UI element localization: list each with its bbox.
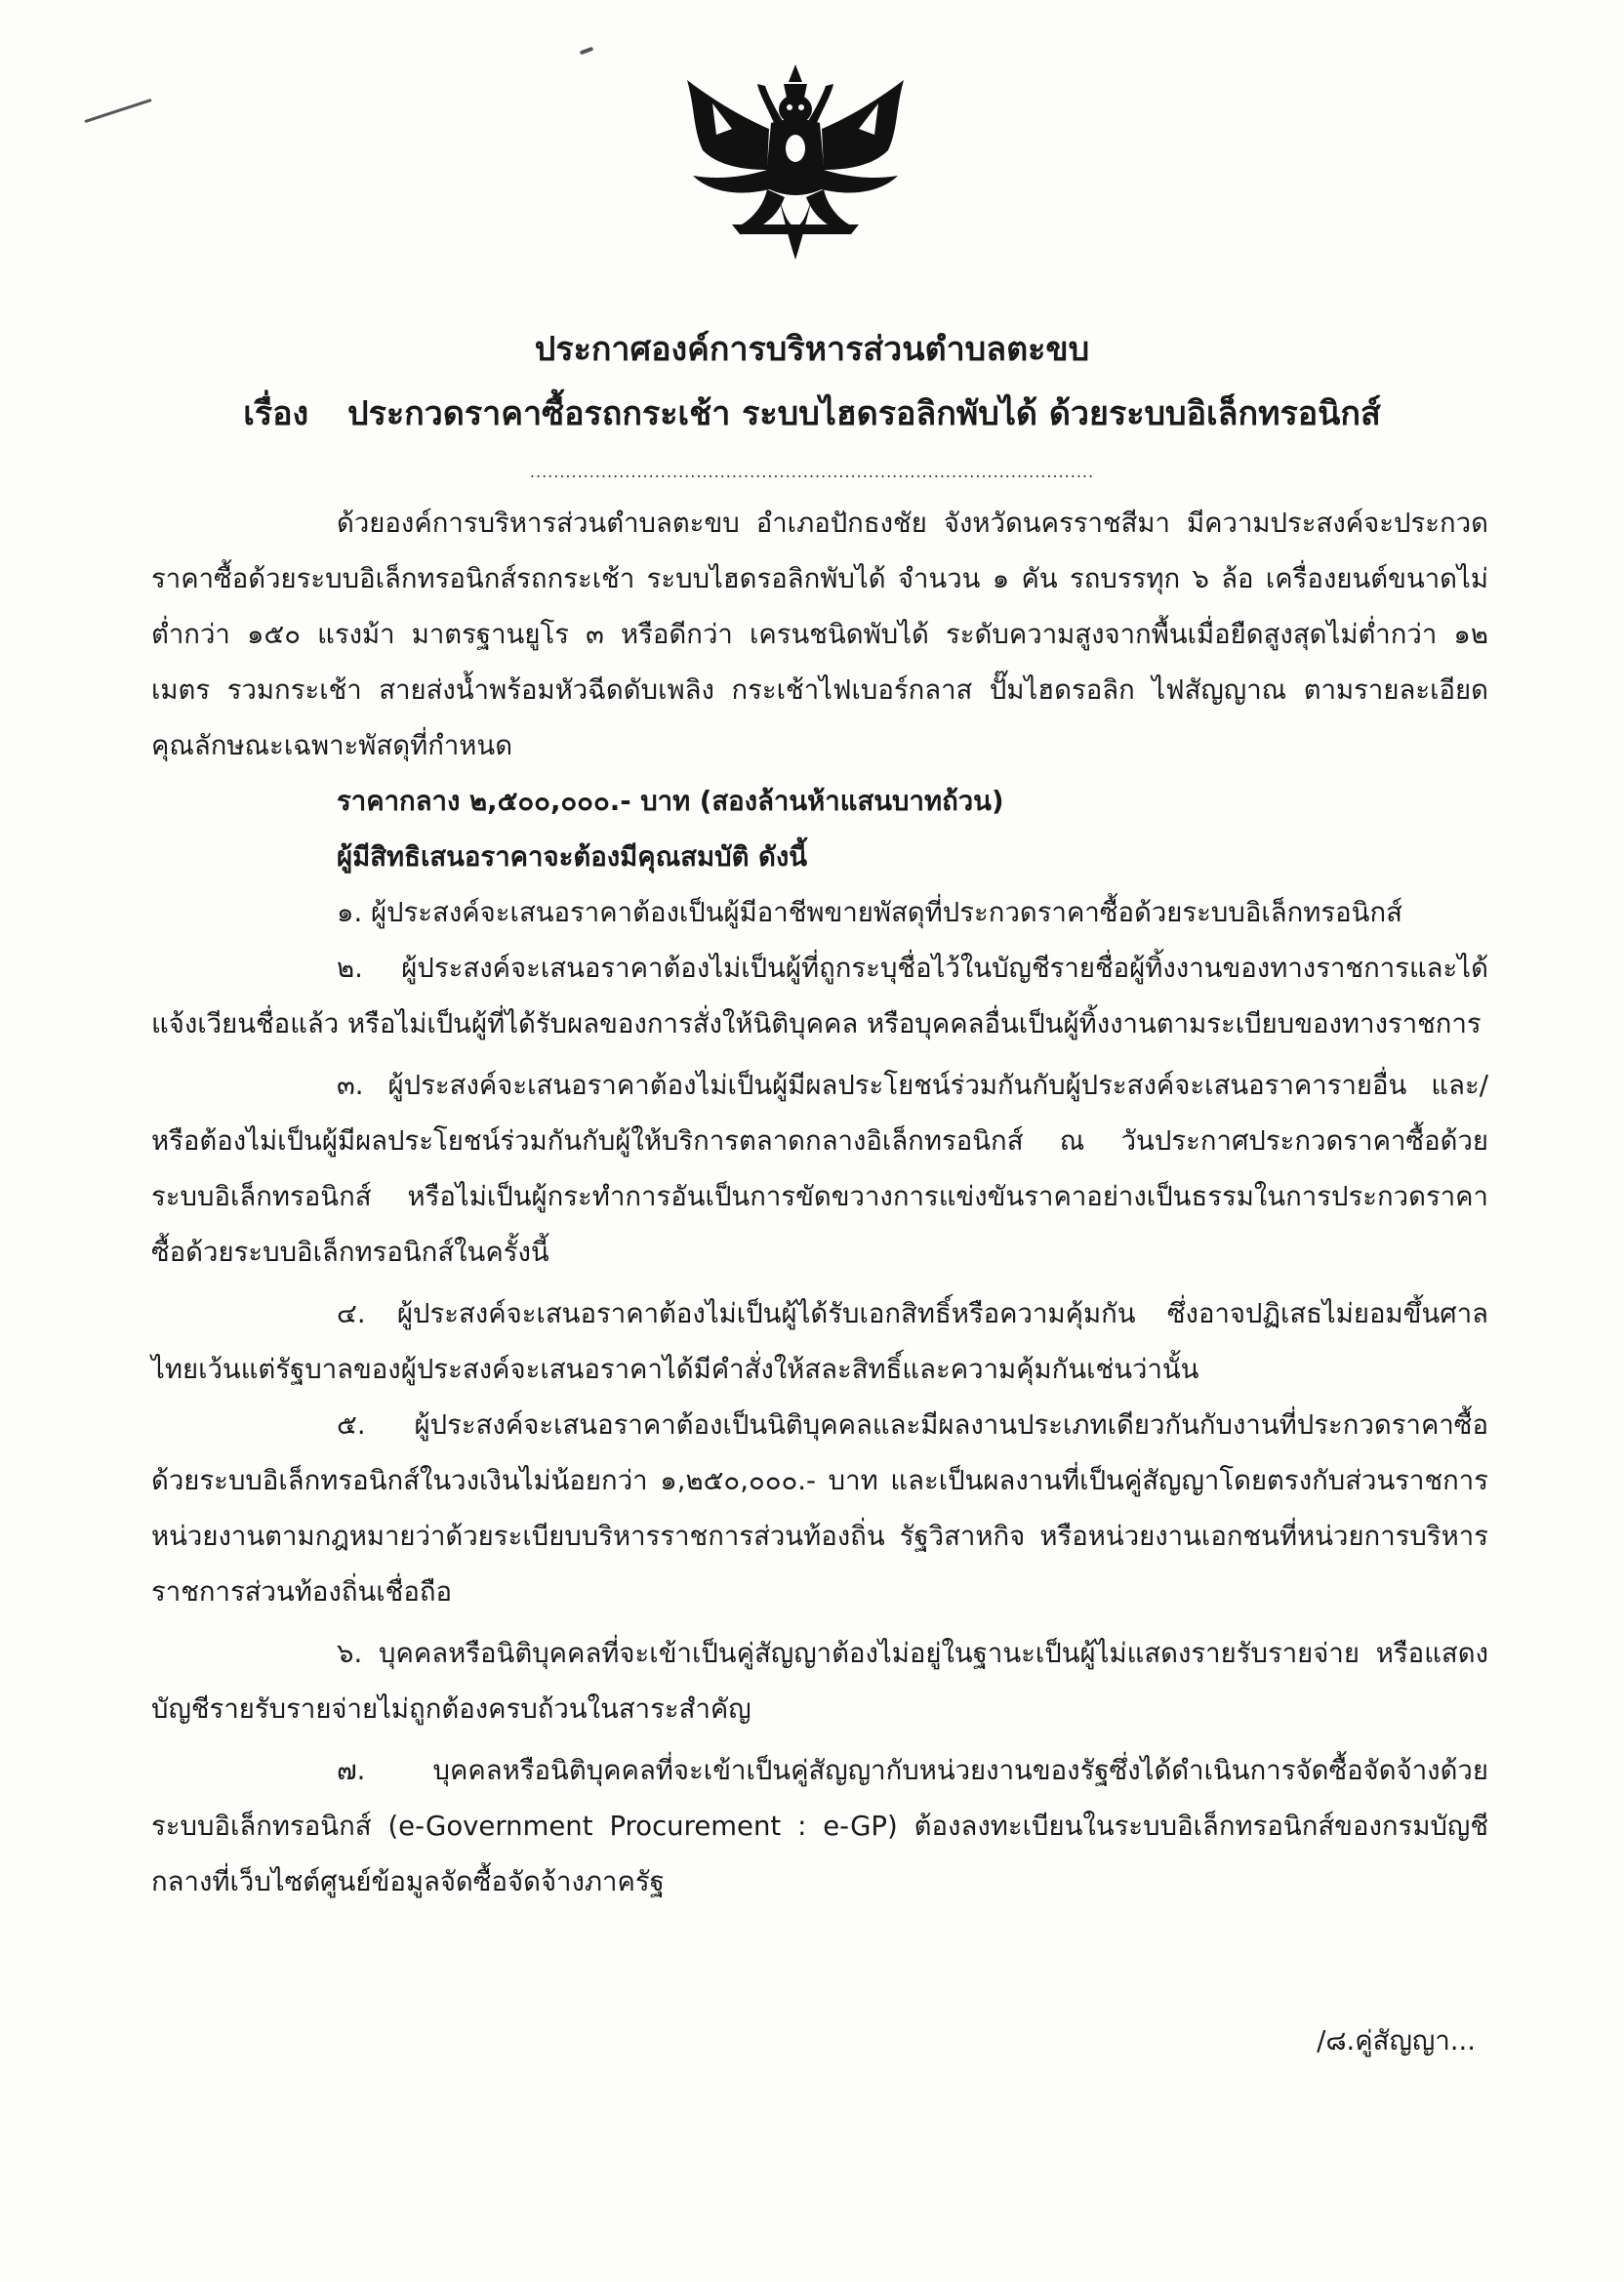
- qualification-item-7: ๗. บุคคลหรือนิติบุคคลที่จะเข้าเป็นคู่สัญญากับหน่วยงานของรัฐซึ่งได้ดำเนินการจัดซื้อจัดจ้างด้วยระบบอิเล็กทรอนิกส์ (e-Government Procurement : e-GP) ต้องลงทะเบียนในระบบอิเล็กทรอนิกส์ของกรมบัญชีกลางที่เว็บไซต์ศูนย์ข้อมูลจัดซื้อจัดจ้างภาครัฐ: [151, 1755, 1488, 1897]
- document-subject: [0, 387, 1624, 439]
- scan-mark-small: [580, 47, 594, 56]
- document-body: [151, 496, 1488, 1910]
- qualification-item-5: ๕. ผู้ประสงค์จะเสนอราคาต้องเป็นนิติบุคคลและมีผลงานประเภทเดียวกันกับงานที่ประกวดราคาซื้อด้วยระบบอิเล็กทรอนิกส์ในวงเงินไม่น้อยกว่า ๑,๒๕๐,๐๐๐.- บาท และเป็นผลงานที่เป็นคู่สัญญาโดยตรงกับส่วนราชการ หน่วยงานตามกฎหมายว่าด้วยระเบียบบริหารราชการส่วนท้องถิ่น รัฐวิสาหกิจ หรือหน่วยงานเอกชนที่หน่วยการบริหารราชการส่วนท้องถิ่นเชื่อถือ: [151, 1409, 1488, 1608]
- qualification-item-3: ๓. ผู้ประสงค์จะเสนอราคาต้องไม่เป็นผู้มีผลประโยชน์ร่วมกันกับผู้ประสงค์จะเสนอราคารายอื่น และ/หรือต้องไม่เป็นผู้มีผลประโยชน์ร่วมกันกับผู้ให้บริการตลาดกลางอิเล็กทรอนิกส์ ณ วันประกาศประกวดราคาซื้อด้วยระบบอิเล็กทรอนิกส์ หรือไม่เป็นผู้กระทำการอันเป็นการขัดขวางการแข่งขันราคาอย่างเป็นธรรมในการประกวดราคาซื้อด้วยระบบอิเล็กทรอนิกส์ในครั้งนี้: [151, 1070, 1488, 1268]
- qualification-item-4: ๔. ผู้ประสงค์จะเสนอราคาต้องไม่เป็นผู้ได้รับเอกสิทธิ์หรือความคุ้มกัน ซึ่งอาจปฏิเสธไม่ยอมขึ้นศาลไทยเว้นแต่รัฐบาลของผู้ประสงค์จะเสนอราคาได้มีคำสั่งให้สละสิทธิ์และความคุ้มกันเช่นว่านั้น: [151, 1298, 1488, 1385]
- separator-line: ...............................................................................................: [529, 463, 1095, 481]
- continuation-note: /๘.คู่สัญญา...: [1317, 2025, 1476, 2057]
- qualification-item-2: ๒. ผู้ประสงค์จะเสนอราคาต้องไม่เป็นผู้ที่ถูกระบุชื่อไว้ในบัญชีรายชื่อผู้ทิ้งงานของทางราชการและได้แจ้งเวียนชื่อแล้ว หรือไม่เป็นผู้ที่ได้รับผลของการสั่งให้นิติบุคคล หรือบุคคลอื่นเป็นผู้ทิ้งงานตามระเบียบของทางราชการ: [151, 953, 1488, 1039]
- garuda-emblem-icon: [673, 61, 917, 265]
- subject-label: เรื่อง: [243, 394, 309, 433]
- intro-paragraph: ด้วยองค์การบริหารส่วนตำบลตะขบ อำเภอปักธงชัย จังหวัดนครราชสีมา มีความประสงค์จะประกวดราคาซื้อด้วยระบบอิเล็กทรอนิกส์รถกระเช้า ระบบไฮดรอลิกพับได้ จำนวน ๑ คัน รถบรรทุก ๖ ล้อ เครื่องยนต์ขนาดไม่ต่ำกว่า ๑๕๐ แรงม้า มาตรฐานยูโร ๓ หรือดีกว่า เครนชนิดพับได้ ระดับความสูงจากพื้นเมื่อยืดสูงสุดไม่ต่ำกว่า ๑๒ เมตร รวมกระเช้า สายส่งน้ำพร้อมหัวฉีดดับเพลิง กระเช้าไฟเบอร์กลาส ปั๊มไฮดรอลิก ไฟสัญญาณ ตามรายละเอียดคุณลักษณะเฉพาะพัสดุที่กำหนด: [151, 508, 1488, 761]
- qualification-item-6: ๖. บุคคลหรือนิติบุคคลที่จะเข้าเป็นคู่สัญญาต้องไม่อยู่ในฐานะเป็นผู้ไม่แสดงรายรับรายจ่าย หรือแสดงบัญชีรายรับรายจ่ายไม่ถูกต้องครบถ้วนในสาระสำคัญ: [151, 1638, 1488, 1725]
- subject-text: ประกวดราคาซื้อรถกระเช้า ระบบไฮดรอลิกพับได้ ด้วยระบบอิเล็กทรอนิกส์: [346, 394, 1381, 433]
- qualifications-heading: ผู้มีสิทธิเสนอราคาจะต้องมีคุณสมบัติ ดังนี้: [337, 841, 808, 873]
- qualification-item-1: ๑. ผู้ประสงค์จะเสนอราคาต้องเป็นผู้มีอาชีพขายพัสดุที่ประกวดราคาซื้อด้วยระบบอิเล็กทรอนิกส์: [337, 897, 1402, 928]
- scan-mark: [84, 99, 151, 123]
- org-title: ประกาศองค์การบริหารส่วนตำบลตะขบ: [534, 330, 1090, 369]
- median-price: ราคากลาง ๒,๕๐๐,๐๐๐.- บาท (สองล้านห้าแสนบาทถ้วน): [337, 786, 1004, 817]
